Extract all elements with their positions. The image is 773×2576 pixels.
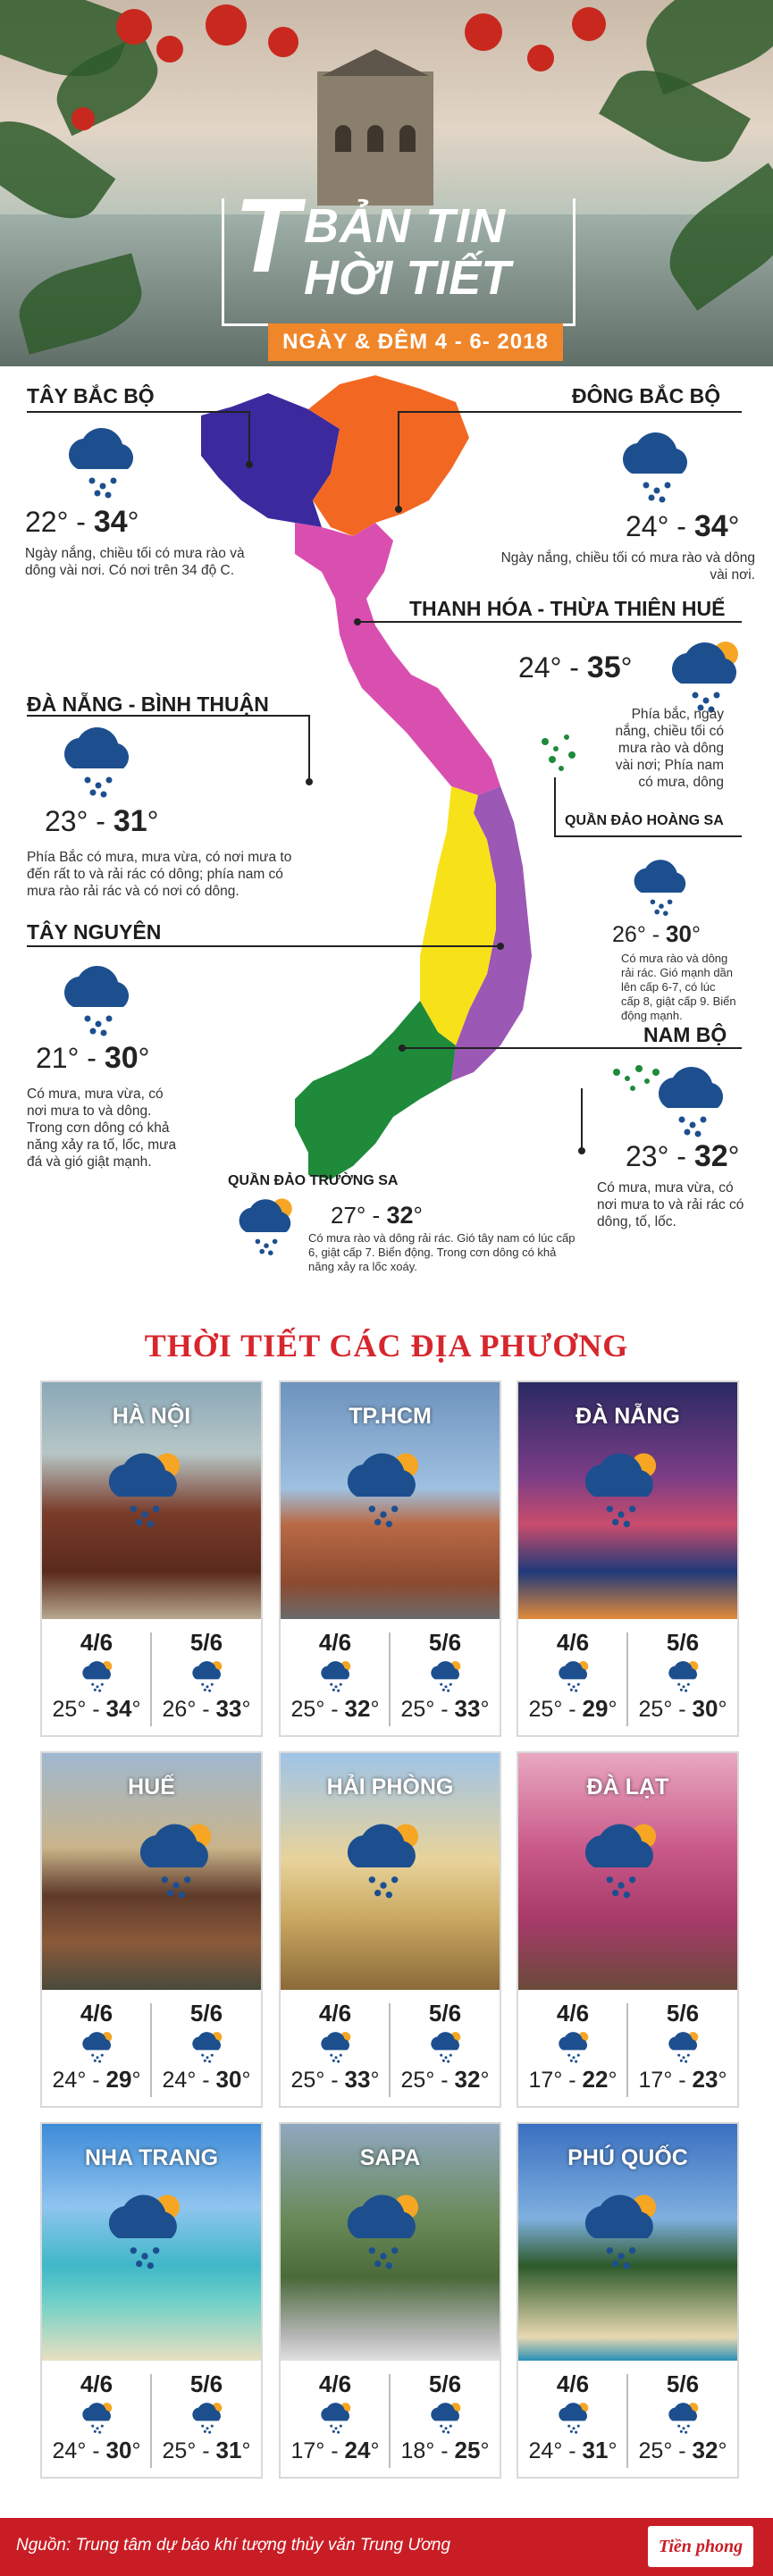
rain-cloud-icon [572,1816,670,1905]
day-label: 4/6 [80,1629,113,1656]
day-label: 4/6 [556,2370,590,2397]
rain-cloud-icon [612,424,702,505]
desc-hoang-sa: Có mưa rào và dông rải rác. Gió mạnh dần lên cấp 6-7, có lúc cấp 8, giật cấp 9. Biển động mạnh. [621,952,736,1022]
source-credit: Nguồn: Trung tâm dự báo khí tượng thủy văn Trung Ương [16,2536,451,2555]
rain-cloud-icon [572,1445,670,1534]
forecast-day-1 [518,1624,627,1731]
desc-thanh-hoa: Phía bắc, ngày nắng, chiều tối có mưa rào và dông vài nơi; Phía nam có mưa, dông [615,707,724,790]
day-label: 5/6 [189,2370,223,2397]
city-card [40,1751,263,2108]
leader-dot [246,461,253,468]
city-card [40,1380,263,1737]
rain-cloud-icon [664,2028,703,2068]
rain-cloud-icon [188,1657,227,1698]
forecast-day-2 [152,2365,261,2472]
day-label: 4/6 [318,2370,352,2397]
title-line-2: HỜI TIẾT [304,251,511,305]
rain-cloud-icon [334,2186,433,2276]
day-temp: 26° - 33° [162,1695,251,1722]
rain-cloud-icon [426,2028,466,2068]
region-title-da-nang: ĐÀ NẴNG - BÌNH THUẬN [27,692,269,716]
rain-cloud-icon [316,2399,356,2439]
rain-cloud-icon [96,2186,194,2276]
region-central-north [295,523,500,795]
rain-cloud-icon [664,2399,703,2439]
rain-cloud-icon [316,2028,356,2068]
leader-line [357,621,742,623]
leader-line [27,945,500,947]
day-label: 4/6 [318,1629,352,1656]
leader-dot [354,618,361,625]
desc-tay-bac: Ngày nắng, chiều tối có mưa rào và dông vài nơi. Có nơi trên 34 độ C. [25,546,245,578]
day-label: 5/6 [189,1629,223,1656]
rain-cloud-icon [231,1193,302,1257]
day-temp: 25° - 33° [290,2066,380,2093]
forecast-day-2 [391,1624,500,1731]
rain-cloud-icon [78,2028,117,2068]
city-name: SAPA [359,2145,421,2170]
leader-line [398,411,399,509]
rain-cloud-icon [554,2028,593,2068]
region-title-dong-bac: ĐÔNG BẮC BỘ [572,384,721,407]
region-south [295,1001,456,1179]
region-title-tay-nguyen: TÂY NGUYÊN [27,920,162,944]
rain-cloud-icon [554,2399,593,2439]
forecast-day-1 [281,1994,390,2102]
leader-dot [306,778,313,785]
city-card [279,1380,501,1737]
day-label: 4/6 [556,1629,590,1656]
day-label: 4/6 [556,2000,590,2026]
forecast-day-2 [391,2365,500,2472]
day-temp: 25° - 32° [290,1695,380,1722]
leader-dot [497,943,504,950]
tienphong-logo: Tiền phong [648,2526,753,2567]
day-temp: 24° - 31° [528,2437,618,2463]
leader-line [554,777,556,835]
day-label: 5/6 [428,1629,462,1656]
desc-truong-sa: Có mưa rào và dông rải rác. Gió tây nam có lúc cấp 6, giật cấp 7. Biển động. Trong cơn dông có khả năng xảy ra lốc xoáy. [308,1231,576,1273]
city-name: PHÚ QUỐC [567,2145,688,2170]
day-temp: 25° - 29° [528,1695,618,1722]
forecast-day-2 [152,1994,261,2102]
rain-cloud-icon [96,1445,194,1534]
city-name: HUẾ [128,1775,175,1800]
date-banner: NGÀY & ĐÊM 4 - 6- 2018 [268,323,563,361]
rain-cloud-icon [127,1816,225,1905]
day-label: 5/6 [666,2370,700,2397]
day-label: 5/6 [428,2000,462,2026]
forecast-day-2 [628,1994,737,2102]
leader-line [402,1047,742,1049]
day-label: 5/6 [428,2370,462,2397]
desc-nam-bo: Có mưa, mưa vừa, có nơi mưa to và rải rác có dông, tố, lốc. [597,1180,744,1229]
day-temp: 17° - 23° [638,2066,727,2093]
city-name: HẢI PHÒNG [326,1775,454,1800]
city-card [517,1380,739,1737]
day-label: 5/6 [666,1629,700,1656]
city-card [517,2122,739,2479]
temp-hoang-sa: 26° - 30° [612,920,701,947]
rain-cloud-icon [188,2399,227,2439]
rain-cloud-icon [572,2186,670,2276]
desc-tay-nguyen: Có mưa, mưa vừa, có nơi mưa to và dông. Trong cơn dông có khả năng xảy ra tố, lốc, mưa đá và gió giật mạnh. [27,1087,177,1170]
temp-truong-sa: 27° - 32° [331,1202,423,1229]
day-temp: 25° - 31° [162,2437,251,2463]
city-name: ĐÀ LẠT [586,1775,669,1800]
temp-da-nang: 23° - 31° [45,804,159,838]
region-title-nam-bo: NAM BỘ [643,1023,727,1046]
city-name: HÀ NỘI [112,1404,191,1429]
leader-line [308,715,310,782]
temp-nam-bo: 23° - 32° [626,1139,740,1173]
footer-bar [0,2518,773,2576]
rain-cloud-icon [648,1059,737,1139]
leader-line [581,1088,583,1151]
leader-line [248,411,250,465]
region-title-truong-sa: QUẦN ĐẢO TRƯỜNG SA [228,1173,399,1188]
day-temp: 17° - 24° [290,2437,380,2463]
forecast-day-1 [42,1994,151,2102]
local-weather-section-title: THỜI TIẾT CÁC ĐỊA PHƯƠNG [144,1328,629,1364]
title-initial: T [234,177,299,295]
leader-dot [578,1147,585,1154]
day-temp: 24° - 30° [52,2437,141,2463]
region-title-thanh-hoa: THANH HÓA - THỪA THIÊN HUẾ [409,597,726,620]
day-temp: 25° - 32° [638,2437,727,2463]
temp-dong-bac: 24° - 34° [626,509,740,543]
temp-tay-nguyen: 21° - 30° [36,1041,150,1075]
header-banner [0,0,773,366]
rain-cloud-icon [54,719,143,800]
day-temp: 17° - 22° [528,2066,618,2093]
day-temp: 24° - 29° [52,2066,141,2093]
forecast-day-1 [281,1624,390,1731]
day-label: 4/6 [80,2370,113,2397]
forecast-day-1 [518,2365,627,2472]
rain-cloud-icon [626,853,697,918]
title-line-1: BẢN TIN [304,199,506,253]
rain-cloud-icon [661,634,751,715]
day-temp: 25° - 33° [400,1695,490,1722]
city-card [279,2122,501,2479]
desc-dong-bac: Ngày nắng, chiều tối có mưa rào và dông vài nơi. [500,550,755,583]
city-card [517,1751,739,2108]
forecast-day-1 [42,1624,151,1731]
city-card [40,2122,263,2479]
day-temp: 18° - 25° [400,2437,490,2463]
rain-cloud-icon [58,420,147,500]
forecast-day-2 [152,1624,261,1731]
city-name: TP.HCM [349,1404,432,1429]
day-label: 5/6 [189,2000,223,2026]
rain-cloud-icon [78,2399,117,2439]
region-title-tay-bac: TÂY BẮC BỘ [27,384,155,407]
rain-cloud-icon [426,1657,466,1698]
rain-cloud-icon [426,2399,466,2439]
forecast-day-1 [42,2365,151,2472]
day-label: 4/6 [318,2000,352,2026]
forecast-day-2 [628,1624,737,1731]
city-name: ĐÀ NẴNG [576,1404,680,1429]
temp-tay-bac: 22° - 34° [25,505,139,539]
day-temp: 24° - 30° [162,2066,251,2093]
leader-dot [395,506,402,513]
leader-line [27,411,250,413]
day-temp: 25° - 34° [52,1695,141,1722]
leader-line [554,835,742,837]
forecast-day-2 [628,2365,737,2472]
tower-illustration [317,71,433,206]
region-title-hoang-sa: QUẦN ĐẢO HOÀNG SA [565,813,724,828]
region-map-section [0,366,773,1273]
leader-dot [399,1045,406,1052]
city-name: NHA TRANG [84,2145,219,2170]
rain-cloud-icon [188,2028,227,2068]
day-label: 5/6 [666,2000,700,2026]
day-temp: 25° - 30° [638,1695,727,1722]
rain-cloud-icon [554,1657,593,1698]
forecast-day-1 [518,1994,627,2102]
rain-cloud-icon [316,1657,356,1698]
leader-line [398,411,742,413]
desc-da-nang: Phía Bắc có mưa, mưa vừa, có nơi mưa to đến rất to và rải rác có dông; phía nam có mưa rào rải rác và có nơi có dông. [27,850,292,899]
city-card [279,1751,501,2108]
forecast-day-1 [281,2365,390,2472]
rain-cloud-icon [334,1445,433,1534]
day-label: 4/6 [80,2000,113,2026]
rain-cloud-icon [664,1657,703,1698]
day-temp: 25° - 32° [400,2066,490,2093]
rain-cloud-icon [334,1816,433,1905]
rain-cloud-icon [78,1657,117,1698]
temp-thanh-hoa: 24° - 35° [518,650,633,684]
rain-cloud-icon [54,958,143,1038]
forecast-day-2 [391,1994,500,2102]
